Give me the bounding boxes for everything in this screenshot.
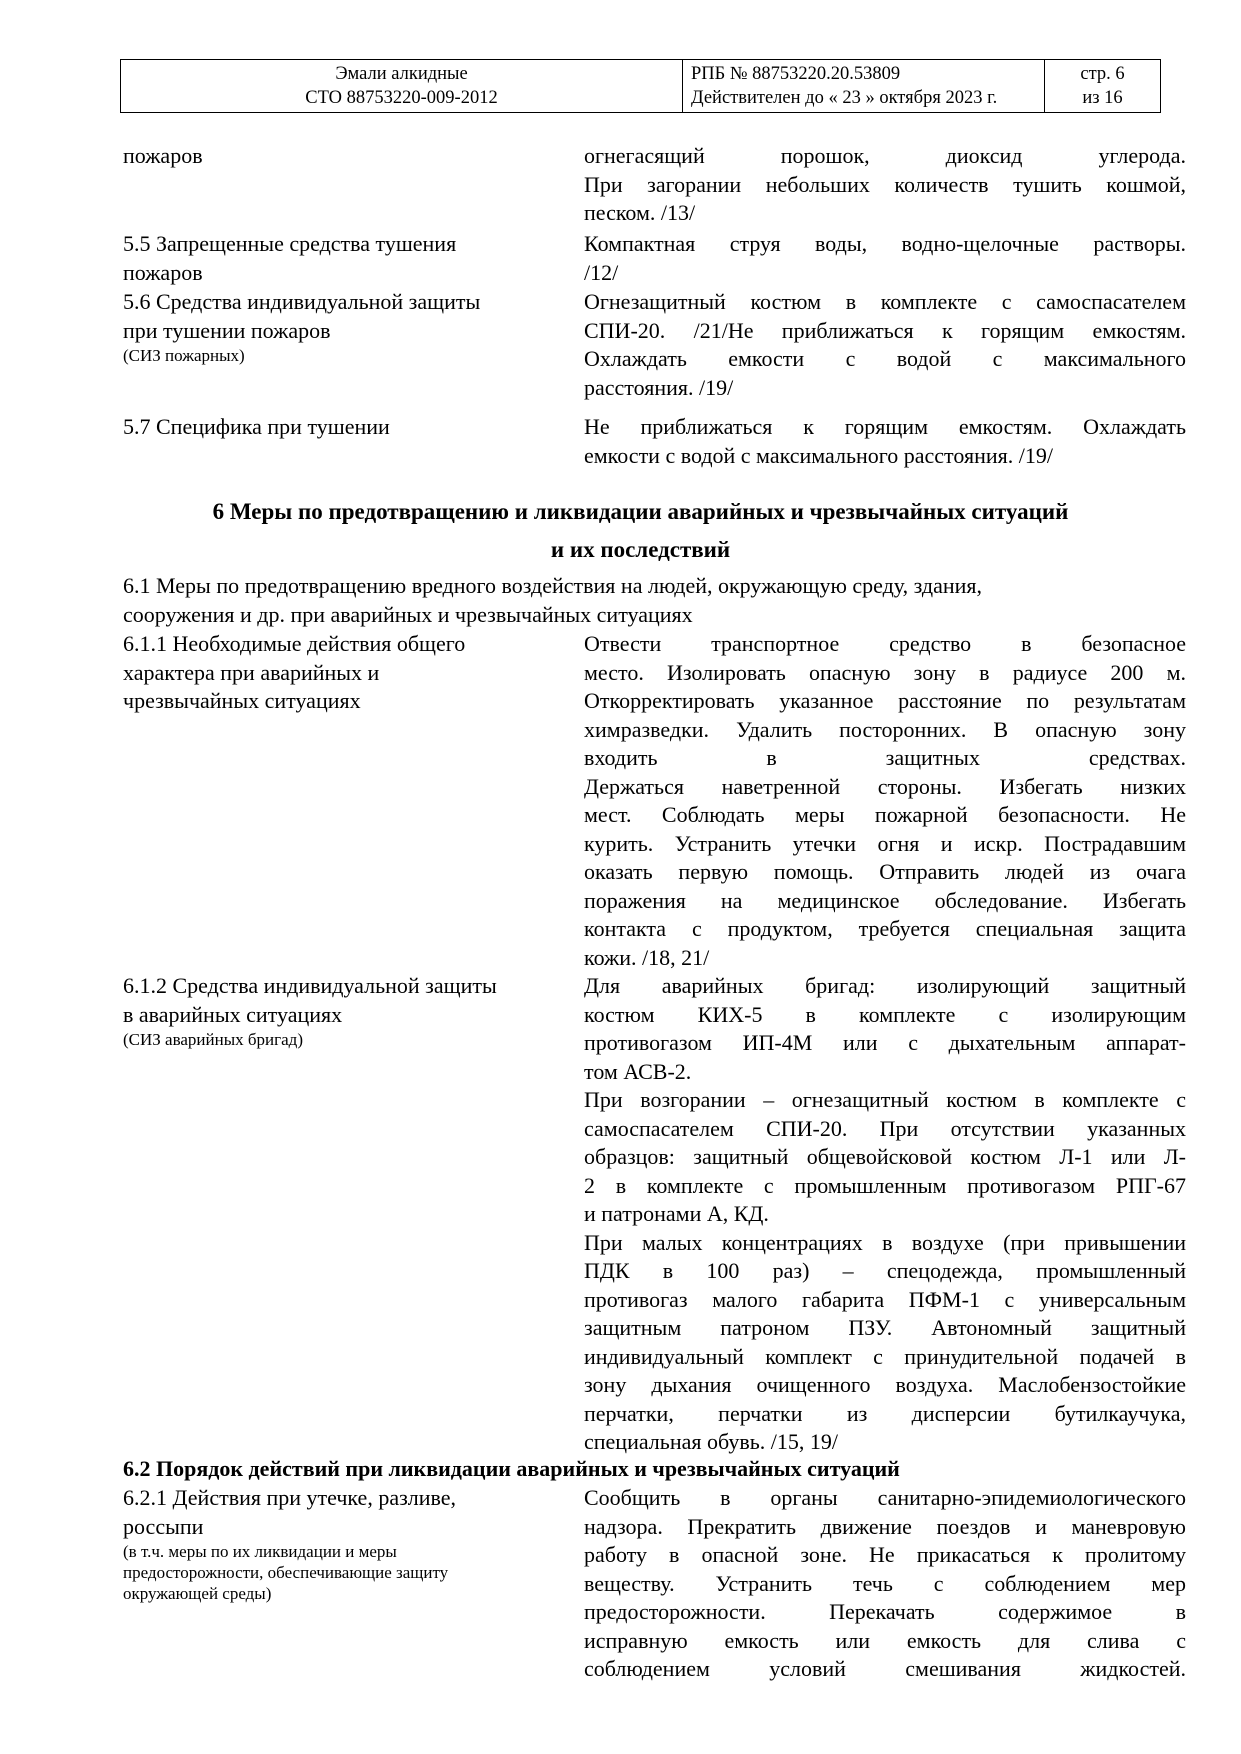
row-6-1-1: [123, 630, 1186, 970]
document-header: [120, 59, 1161, 113]
row-label: [123, 230, 583, 287]
text-line: 2 в комплекте с промышленным противогазом РПГ-67: [584, 1172, 1186, 1198]
text-line: и патронами А, КД.: [584, 1201, 769, 1226]
subsection-line: сооружения и др. при аварийных и чрезвычайных ситуациях: [123, 601, 693, 627]
row-text: [584, 1484, 1186, 1684]
text-line: соблюдением условий смешивания жидкостей.: [584, 1656, 1186, 1681]
label-note: (в т.ч. меры по их ликвидации и меры: [123, 1542, 397, 1561]
text-line: предосторожности. Перекачать содержимое в: [584, 1599, 1186, 1624]
label-line: 6.1.2 Средства индивидуальной защиты: [123, 973, 497, 998]
text-line: Отвести транспортное средство в безопасное: [584, 631, 1186, 656]
text-line: надзора. Прекратить движение поездов и маневровую: [584, 1513, 1186, 1539]
text-line: самоспасателем СПИ-20. При отсутствии указанных: [584, 1115, 1186, 1141]
row-label: [123, 630, 583, 716]
section-title-line: и их последствий: [550, 537, 731, 562]
row-text: [584, 288, 1186, 402]
text-line: специальная обувь. /15, 19/: [584, 1429, 838, 1454]
header-valid-until: Действителен до « 23 » октября 2023 г.: [691, 88, 998, 108]
text-line: песком. /13/: [584, 200, 696, 225]
row-text: [584, 142, 1186, 228]
text-line: При загорании небольших количеств тушить кошмой,: [584, 171, 1186, 197]
header-product: Эмали алкидные: [335, 64, 468, 84]
text-line: При малых концентрациях в воздухе (при привышении: [584, 1229, 1186, 1255]
text-line: зону дыхания очищенного воздуха. Маслобензостойкие: [584, 1372, 1186, 1397]
row-text: [584, 972, 1186, 1457]
row-6-1-2: [123, 972, 1186, 1454]
text-line: Компактная струя воды, водно-щелочные растворы.: [584, 231, 1186, 256]
label-line: характера при аварийных и: [123, 659, 380, 685]
text-line: емкости с водой с максимального расстояния. /19/: [584, 442, 1053, 468]
text-line: Для аварийных бригад: изолирующий защитный: [584, 973, 1186, 998]
text-line: Огнезащитный костюм в комплекте с самоспасателем: [584, 289, 1186, 314]
label-line: 5.6 Средства индивидуальной защиты: [123, 289, 481, 314]
text-line: /12/: [584, 259, 619, 285]
text-line: исправную емкость или емкость для слива с: [584, 1627, 1186, 1653]
header-product-cell: [121, 60, 683, 112]
row-5-6: [123, 288, 1186, 400]
row-label: пожаров: [123, 143, 203, 168]
row-5-5: [123, 230, 1186, 287]
label-line: пожаров: [123, 259, 203, 285]
row-text: [584, 230, 1186, 287]
subsection-6-2: 6.2 Порядок действий при ликвидации аварийных и чрезвычайных ситуаций: [123, 1456, 900, 1481]
header-standard: СТО 88753220-009-2012: [305, 88, 498, 108]
label-line: россыпи: [123, 1513, 204, 1539]
header-page: стр. 6: [1080, 64, 1125, 84]
section-title-line: 6 Меры по предотвращению и ликвидации аварийных и чрезвычайных ситуаций: [212, 499, 1069, 524]
label-line: при тушении пожаров: [123, 317, 331, 343]
text-line: работу в опасной зоне. Не прикасаться к пролитому: [584, 1542, 1186, 1567]
text-line: Сообщить в органы санитарно-эпидемиологического: [584, 1485, 1186, 1510]
row-label: [123, 1484, 583, 1604]
text-line: поражения на медицинское обследование. Избегать: [584, 887, 1186, 913]
label-line: 6.2.1 Действия при утечке, разливе,: [123, 1485, 457, 1510]
header-page-of: из 16: [1082, 88, 1123, 108]
text-line: При возгорании – огнезащитный костюм в комплекте с: [584, 1087, 1186, 1112]
subsection-6-1: [123, 572, 1186, 629]
text-line: входить в защитных средствах.: [584, 745, 1186, 770]
row-text: [584, 630, 1186, 972]
text-line: защитным патроном ПЗУ. Автономный защитный: [584, 1315, 1186, 1340]
label-line: 5.5 Запрещенные средства тушения: [123, 231, 457, 256]
label-line: 6.1.1 Необходимые действия общего: [123, 631, 466, 656]
row-text: [584, 413, 1186, 470]
label-line: чрезвычайных ситуациях: [123, 688, 361, 713]
text-line: расстояния. /19/: [584, 374, 734, 400]
header-page-cell: [1045, 60, 1160, 112]
row-label: [123, 972, 583, 1050]
text-line: веществу. Устранить течь с соблюдением мер: [584, 1570, 1186, 1596]
text-line: том АСВ-2.: [584, 1058, 692, 1084]
label-note: предосторожности, обеспечивающие защиту: [123, 1563, 449, 1582]
header-registry: РПБ № 88753220.20.53809: [691, 64, 901, 84]
text-line: Не приближаться к горящим емкостям. Охлаждать: [584, 414, 1186, 439]
text-line: Охлаждать емкости с водой с максимального: [584, 346, 1186, 371]
text-line: мест. Соблюдать меры пожарной безопасности. Не: [584, 802, 1186, 827]
text-line: СПИ-20. /21/Не приближаться к горящим емкостям.: [584, 317, 1186, 343]
text-line: перчатки, перчатки из дисперсии бутилкаучука,: [584, 1400, 1186, 1426]
text-line: ПДК в 100 раз) – спецодежда, промышленный: [584, 1258, 1186, 1283]
section-6-title: [120, 493, 1161, 569]
row-6-2-1: [123, 1484, 1186, 1681]
text-line: противогазом ИП-4М или с дыхательным аппарат-: [584, 1030, 1186, 1055]
text-line: контакта с продуктом, требуется специальная защита: [584, 916, 1186, 941]
row-5-7: [123, 413, 1186, 468]
text-line: Откорректировать указанное расстояние по результатам: [584, 688, 1186, 713]
header-registry-cell: [683, 60, 1045, 112]
label-line: в аварийных ситуациях: [123, 1001, 343, 1027]
text-line: место. Изолировать опасную зону в радиусе 200 м.: [584, 659, 1186, 685]
row-label: [123, 288, 583, 366]
row-label: 5.7 Специфика при тушении: [123, 414, 390, 439]
text-line: огнегасящий порошок, диоксид углерода.: [584, 143, 1186, 168]
label-note: (СИЗ аварийных бригад): [123, 1030, 303, 1049]
label-note: окружающей среды): [123, 1584, 272, 1603]
subsection-line: 6.1 Меры по предотвращению вредного воздействия на людей, окружающую среду, здания,: [123, 573, 983, 598]
text-line: Держаться наветренной стороны. Избегать низких: [584, 773, 1186, 799]
text-line: образцов: защитный общевойсковой костюм Л-1 или Л-: [584, 1144, 1186, 1169]
text-line: противогаз малого габарита ПФМ-1 с универсальным: [584, 1286, 1186, 1312]
text-line: костюм КИХ-5 в комплекте с изолирующим: [584, 1001, 1186, 1027]
text-line: курить. Устранить утечки огня и искр. Пострадавшим: [584, 830, 1186, 856]
text-line: химразведки. Удалить посторонних. В опасную зону: [584, 716, 1186, 742]
row-5-4-continued: [123, 142, 1186, 225]
label-note: (СИЗ пожарных): [123, 346, 245, 365]
text-line: кожи. /18, 21/: [584, 944, 710, 970]
text-line: оказать первую помощь. Отправить людей из очага: [584, 859, 1186, 884]
text-line: индивидуальный комплект с принудительной подачей в: [584, 1343, 1186, 1369]
